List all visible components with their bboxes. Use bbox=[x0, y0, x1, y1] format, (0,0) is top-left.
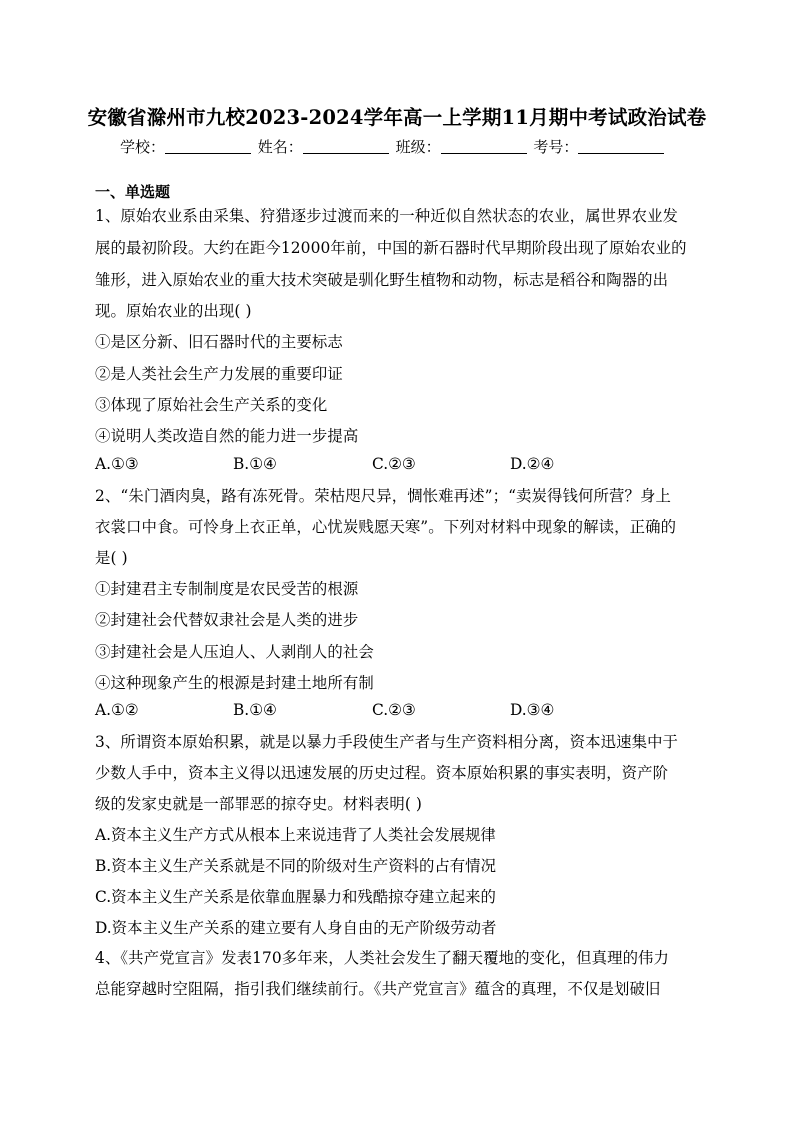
student-info-row bbox=[120, 136, 666, 157]
q3-option-a[interactable]: A.资本主义生产方式从根本上来说违背了人类社会发展规律 bbox=[95, 826, 496, 844]
q3-option-b[interactable]: B.资本主义生产关系就是不同的阶级对生产资料的占有情况 bbox=[95, 857, 496, 875]
q1-option-d[interactable]: D.②④ bbox=[510, 455, 555, 473]
exam-title: 安徽省滁州市九校2023-2024学年高一上学期11月期中考试政治试卷 bbox=[87, 106, 707, 129]
q1-option-b[interactable]: B.①④ bbox=[233, 455, 277, 473]
class-blank[interactable] bbox=[441, 139, 527, 154]
q1-item: ②是人类社会生产力发展的重要印证 bbox=[95, 365, 343, 383]
q2-item: ③封建社会是人压迫人、人剥削人的社会 bbox=[95, 643, 374, 661]
q2-item: ④这种现象产生的根源是封建土地所有制 bbox=[95, 674, 374, 692]
name-label: 姓名： bbox=[257, 138, 303, 156]
q1-line: 现。原始农业的出现( ) bbox=[95, 302, 252, 320]
q1-item: ③体现了原始社会生产关系的变化 bbox=[95, 396, 328, 414]
q2-line: 是( ) bbox=[95, 549, 128, 567]
q3-line: 3、所谓资本原始积累，就是以暴力手段使生产者与生产资料相分离，资本迅速集中于 bbox=[95, 733, 679, 751]
school-blank[interactable] bbox=[165, 139, 251, 154]
q2-line: 2、“朱门酒肉臭，路有冻死骨。荣枯咫尺异，惆怅难再述”；“卖炭得钱何所营？身上 bbox=[95, 487, 671, 505]
q2-option-a[interactable]: A.①② bbox=[95, 701, 139, 719]
q1-line: 1、原始农业系由采集、狩猎逐步过渡而来的一种近似自然状态的农业，属世界农业发 bbox=[95, 207, 679, 225]
q2-option-b[interactable]: B.①④ bbox=[233, 701, 277, 719]
section-heading: 一、单选题 bbox=[95, 183, 171, 201]
q1-line: 展的最初阶段。大约在距今12000年前，中国的新石器时代早期阶段出现了原始农业的 bbox=[95, 239, 687, 257]
class-label: 班级： bbox=[395, 138, 441, 156]
q2-option-c[interactable]: C.②③ bbox=[372, 701, 416, 719]
number-label: 考号： bbox=[533, 138, 579, 156]
q1-item: ④说明人类改造自然的能力进一步提高 bbox=[95, 427, 359, 445]
q3-option-c[interactable]: C.资本主义生产关系是依靠血腥暴力和残酷掠夺建立起来的 bbox=[95, 888, 496, 906]
q2-option-d[interactable]: D.③④ bbox=[510, 701, 555, 719]
school-label: 学校： bbox=[120, 138, 166, 156]
name-blank[interactable] bbox=[303, 139, 389, 154]
q4-line: 总能穿越时空阻隔，指引我们继续前行。《共产党宣言》蕴含的真理，不仅是划破旧 bbox=[95, 980, 661, 998]
q3-line: 级的发家史就是一部罪恶的掠夺史。材料表明( ) bbox=[95, 795, 423, 813]
q1-line: 雏形，进入原始农业的重大技术突破是驯化野生植物和动物，标志是稻谷和陶器的出 bbox=[95, 271, 669, 289]
q4-line: 4、《共产党宣言》发表170多年来，人类社会发生了翻天覆地的变化，但真理的伟力 bbox=[95, 949, 670, 967]
q1-item: ①是区分新、旧石器时代的主要标志 bbox=[95, 333, 343, 351]
q1-option-c[interactable]: C.②③ bbox=[372, 455, 416, 473]
q3-option-d[interactable]: D.资本主义生产关系的建立要有人身自由的无产阶级劳动者 bbox=[95, 919, 497, 937]
number-blank[interactable] bbox=[578, 139, 664, 154]
q1-option-a[interactable]: A.①③ bbox=[95, 455, 139, 473]
q2-item: ②封建社会代替奴隶社会是人类的进步 bbox=[95, 611, 359, 629]
q2-line: 衣裳口中食。可怜身上衣正单，心忧炭贱愿天寒”。下列对材料中现象的解读，正确的 bbox=[95, 518, 677, 536]
q3-line: 少数人手中，资本主义得以迅速发展的历史过程。资本原始积累的事实表明，资产阶 bbox=[95, 764, 669, 782]
q2-item: ①封建君主专制制度是农民受苦的根源 bbox=[95, 580, 359, 598]
